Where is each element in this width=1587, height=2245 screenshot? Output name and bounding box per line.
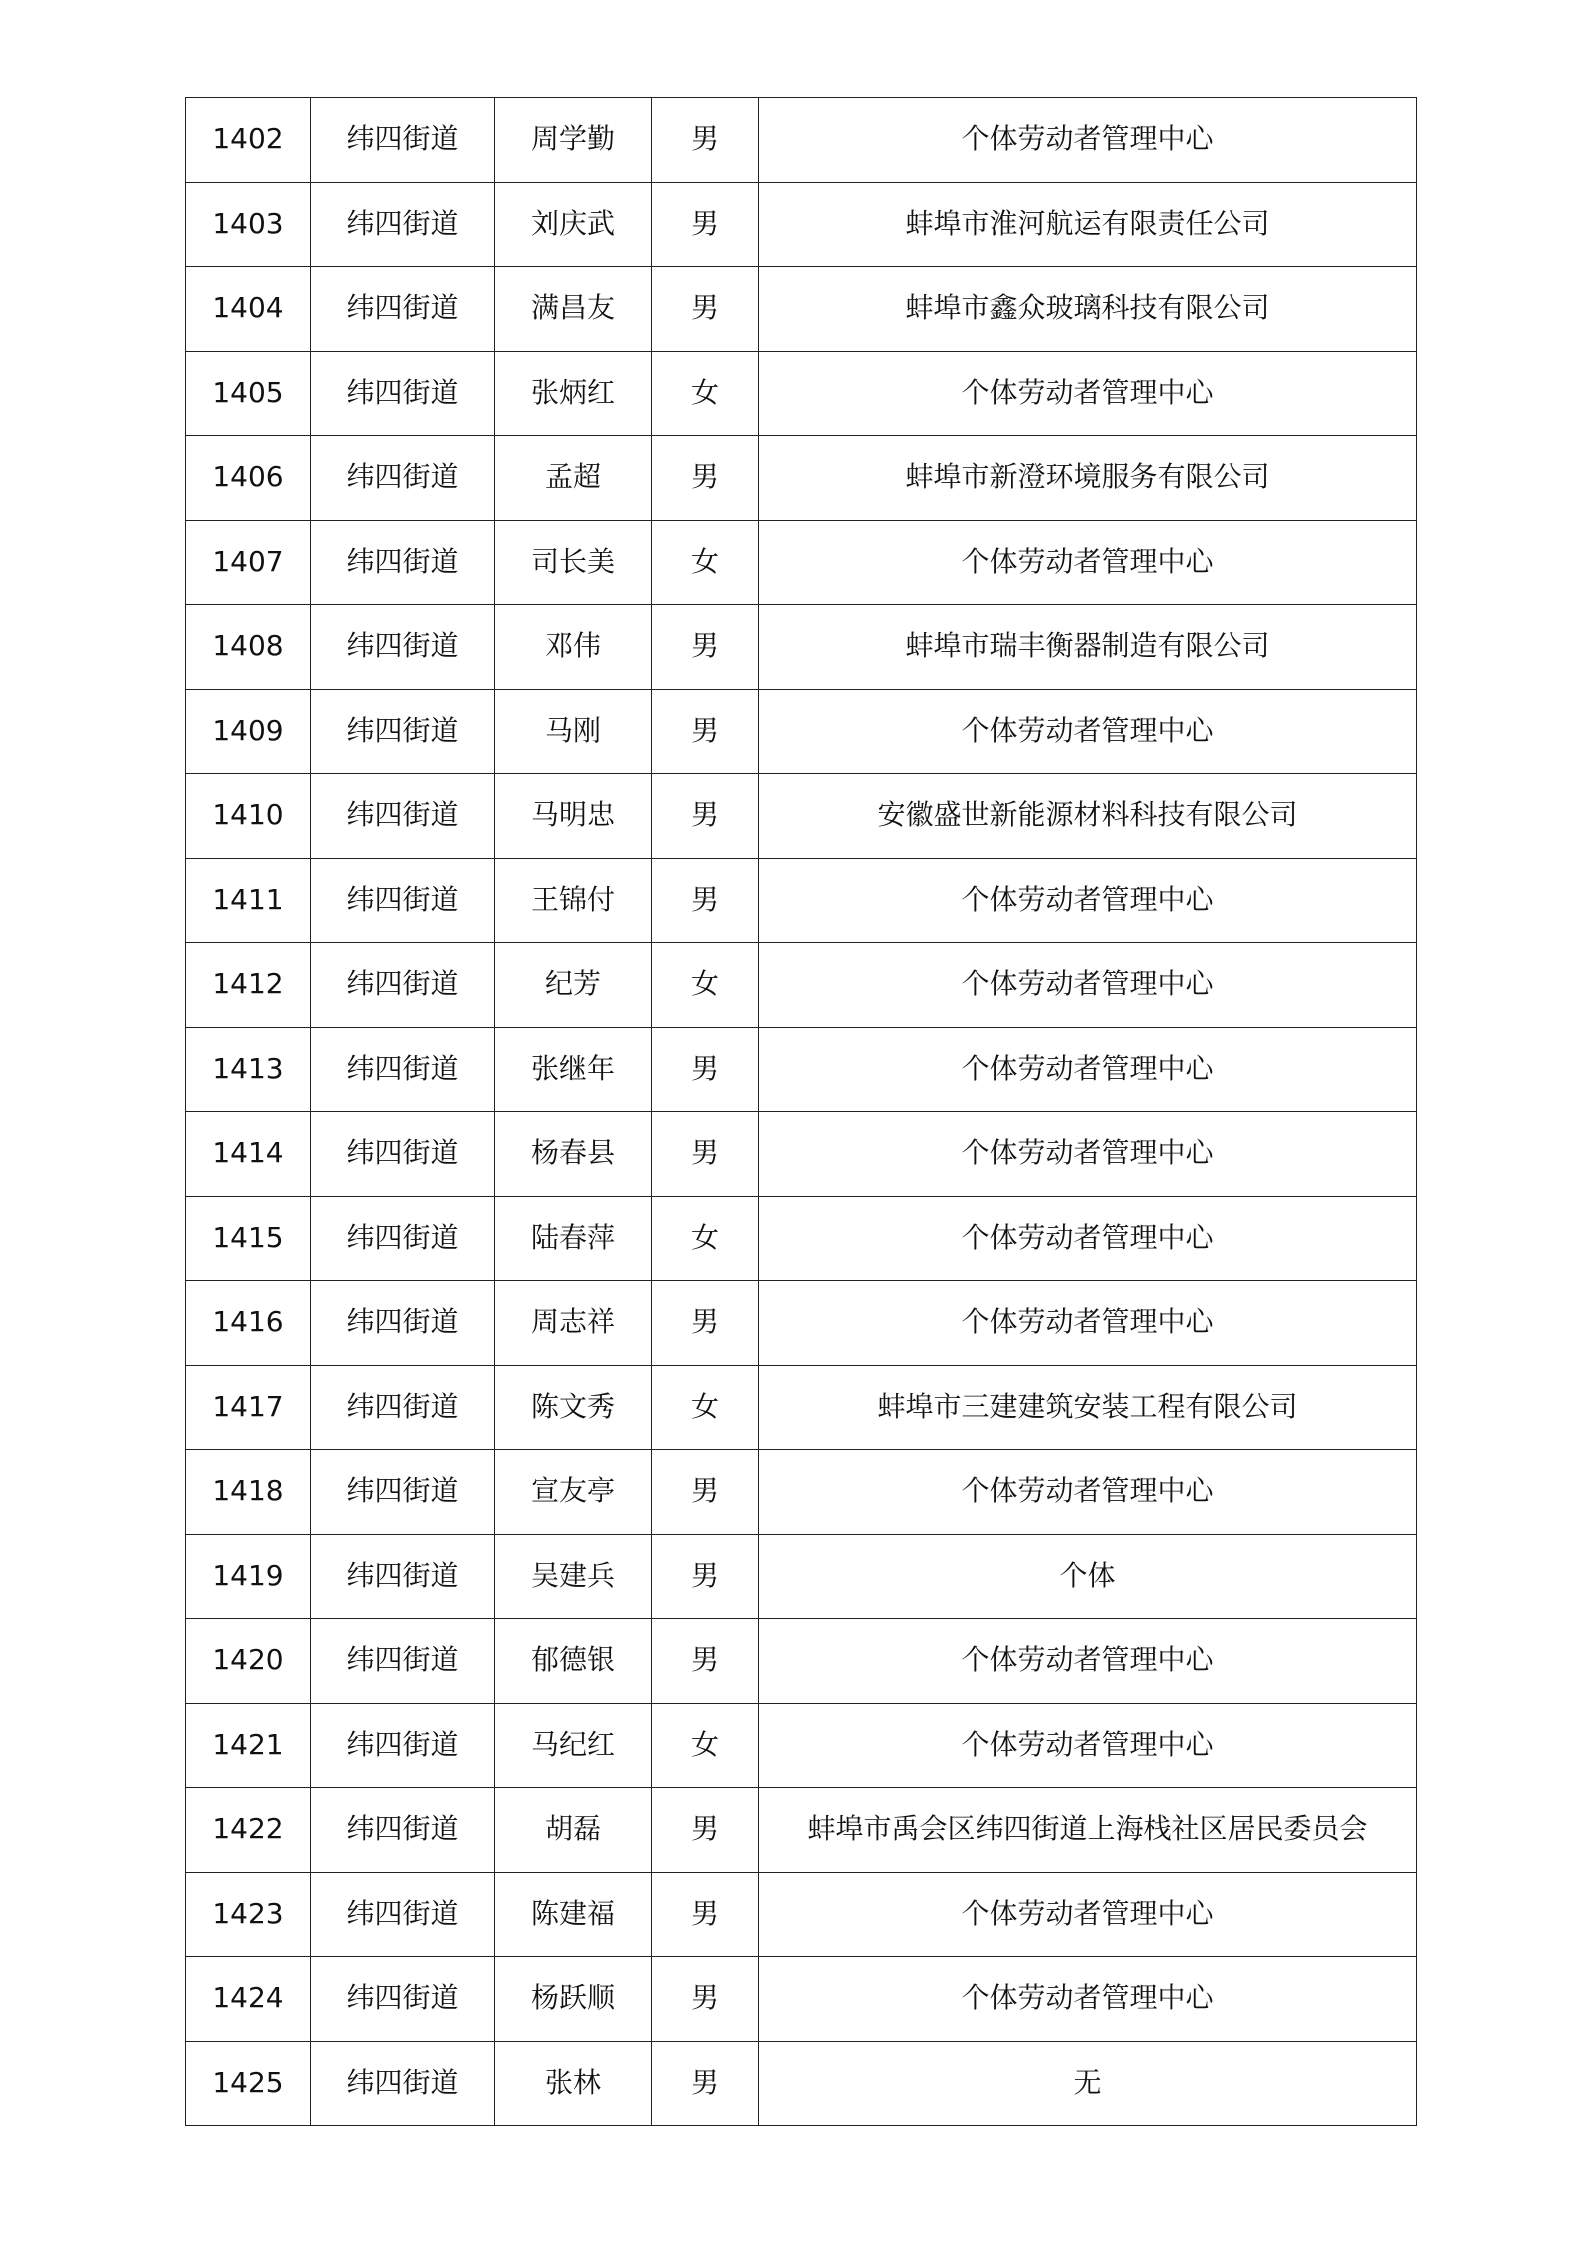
employer-cell: 个体劳动者管理中心 bbox=[759, 1281, 1417, 1366]
row-number-cell: 1420 bbox=[186, 1619, 311, 1704]
name-cell: 王锦付 bbox=[495, 858, 652, 943]
row-number-cell: 1422 bbox=[186, 1788, 311, 1873]
street-cell: 纬四街道 bbox=[311, 605, 495, 690]
employer-cell: 个体劳动者管理中心 bbox=[759, 351, 1417, 436]
table-row bbox=[186, 520, 1417, 605]
row-number-cell: 1425 bbox=[186, 2041, 311, 2126]
employer-cell: 个体劳动者管理中心 bbox=[759, 1619, 1417, 1704]
name-cell: 张炳红 bbox=[495, 351, 652, 436]
employer-cell: 个体劳动者管理中心 bbox=[759, 943, 1417, 1028]
employer-cell: 个体劳动者管理中心 bbox=[759, 1450, 1417, 1535]
row-number-cell: 1407 bbox=[186, 520, 311, 605]
row-number-cell: 1410 bbox=[186, 774, 311, 859]
employer-cell: 个体劳动者管理中心 bbox=[759, 858, 1417, 943]
gender-cell: 女 bbox=[652, 1365, 759, 1450]
name-cell: 杨跃顺 bbox=[495, 1957, 652, 2042]
table-row bbox=[186, 2041, 1417, 2126]
gender-cell: 男 bbox=[652, 774, 759, 859]
row-number-cell: 1424 bbox=[186, 1957, 311, 2042]
gender-cell: 男 bbox=[652, 605, 759, 690]
employer-cell: 个体劳动者管理中心 bbox=[759, 1703, 1417, 1788]
employer-cell: 蚌埠市鑫众玻璃科技有限公司 bbox=[759, 267, 1417, 352]
row-number-cell: 1418 bbox=[186, 1450, 311, 1535]
employer-cell: 个体劳动者管理中心 bbox=[759, 1872, 1417, 1957]
row-number-cell: 1409 bbox=[186, 689, 311, 774]
table-row bbox=[186, 858, 1417, 943]
name-cell: 张林 bbox=[495, 2041, 652, 2126]
gender-cell: 女 bbox=[652, 943, 759, 1028]
table-row bbox=[186, 1619, 1417, 1704]
row-number-cell: 1419 bbox=[186, 1534, 311, 1619]
table-row bbox=[186, 689, 1417, 774]
name-cell: 周学勤 bbox=[495, 98, 652, 183]
gender-cell: 男 bbox=[652, 1534, 759, 1619]
row-number-cell: 1414 bbox=[186, 1112, 311, 1197]
street-cell: 纬四街道 bbox=[311, 436, 495, 521]
gender-cell: 男 bbox=[652, 1450, 759, 1535]
name-cell: 满昌友 bbox=[495, 267, 652, 352]
gender-cell: 男 bbox=[652, 267, 759, 352]
street-cell: 纬四街道 bbox=[311, 1365, 495, 1450]
name-cell: 司长美 bbox=[495, 520, 652, 605]
gender-cell: 女 bbox=[652, 520, 759, 605]
street-cell: 纬四街道 bbox=[311, 1112, 495, 1197]
table-row bbox=[186, 943, 1417, 1028]
table-row bbox=[186, 1027, 1417, 1112]
gender-cell: 女 bbox=[652, 1196, 759, 1281]
table-row bbox=[186, 1281, 1417, 1366]
table-row bbox=[186, 1957, 1417, 2042]
employer-cell: 个体 bbox=[759, 1534, 1417, 1619]
street-cell: 纬四街道 bbox=[311, 1703, 495, 1788]
row-number-cell: 1421 bbox=[186, 1703, 311, 1788]
street-cell: 纬四街道 bbox=[311, 1872, 495, 1957]
employer-cell: 个体劳动者管理中心 bbox=[759, 1027, 1417, 1112]
name-cell: 吴建兵 bbox=[495, 1534, 652, 1619]
gender-cell: 女 bbox=[652, 351, 759, 436]
name-cell: 宣友亭 bbox=[495, 1450, 652, 1535]
table-row bbox=[186, 1450, 1417, 1535]
table-row bbox=[186, 605, 1417, 690]
table-row bbox=[186, 1365, 1417, 1450]
name-cell: 周志祥 bbox=[495, 1281, 652, 1366]
row-number-cell: 1402 bbox=[186, 98, 311, 183]
employer-cell: 蚌埠市淮河航运有限责任公司 bbox=[759, 182, 1417, 267]
row-number-cell: 1403 bbox=[186, 182, 311, 267]
street-cell: 纬四街道 bbox=[311, 1450, 495, 1535]
street-cell: 纬四街道 bbox=[311, 2041, 495, 2126]
employer-cell: 个体劳动者管理中心 bbox=[759, 689, 1417, 774]
employer-cell: 个体劳动者管理中心 bbox=[759, 520, 1417, 605]
employer-cell: 个体劳动者管理中心 bbox=[759, 1112, 1417, 1197]
name-cell: 陈文秀 bbox=[495, 1365, 652, 1450]
street-cell: 纬四街道 bbox=[311, 858, 495, 943]
street-cell: 纬四街道 bbox=[311, 943, 495, 1028]
employer-cell: 无 bbox=[759, 2041, 1417, 2126]
street-cell: 纬四街道 bbox=[311, 98, 495, 183]
street-cell: 纬四街道 bbox=[311, 267, 495, 352]
roster-table-body bbox=[186, 98, 1417, 2126]
street-cell: 纬四街道 bbox=[311, 1534, 495, 1619]
table-row bbox=[186, 182, 1417, 267]
name-cell: 孟超 bbox=[495, 436, 652, 521]
employer-cell: 蚌埠市三建建筑安装工程有限公司 bbox=[759, 1365, 1417, 1450]
table-row bbox=[186, 1196, 1417, 1281]
name-cell: 纪芳 bbox=[495, 943, 652, 1028]
street-cell: 纬四街道 bbox=[311, 1281, 495, 1366]
row-number-cell: 1413 bbox=[186, 1027, 311, 1112]
row-number-cell: 1405 bbox=[186, 351, 311, 436]
gender-cell: 男 bbox=[652, 858, 759, 943]
gender-cell: 男 bbox=[652, 2041, 759, 2126]
roster-table bbox=[185, 97, 1417, 2126]
name-cell: 郁德银 bbox=[495, 1619, 652, 1704]
name-cell: 马刚 bbox=[495, 689, 652, 774]
row-number-cell: 1404 bbox=[186, 267, 311, 352]
table-row bbox=[186, 1872, 1417, 1957]
name-cell: 陆春萍 bbox=[495, 1196, 652, 1281]
name-cell: 胡磊 bbox=[495, 1788, 652, 1873]
name-cell: 张继年 bbox=[495, 1027, 652, 1112]
gender-cell: 男 bbox=[652, 689, 759, 774]
street-cell: 纬四街道 bbox=[311, 1196, 495, 1281]
street-cell: 纬四街道 bbox=[311, 1027, 495, 1112]
row-number-cell: 1417 bbox=[186, 1365, 311, 1450]
table-row bbox=[186, 1788, 1417, 1873]
table-row bbox=[186, 1703, 1417, 1788]
employer-cell: 蚌埠市禹会区纬四街道上海栈社区居民委员会 bbox=[759, 1788, 1417, 1873]
gender-cell: 男 bbox=[652, 98, 759, 183]
name-cell: 杨春县 bbox=[495, 1112, 652, 1197]
name-cell: 刘庆武 bbox=[495, 182, 652, 267]
gender-cell: 男 bbox=[652, 1957, 759, 2042]
row-number-cell: 1423 bbox=[186, 1872, 311, 1957]
row-number-cell: 1411 bbox=[186, 858, 311, 943]
street-cell: 纬四街道 bbox=[311, 689, 495, 774]
street-cell: 纬四街道 bbox=[311, 182, 495, 267]
street-cell: 纬四街道 bbox=[311, 1788, 495, 1873]
table-row bbox=[186, 351, 1417, 436]
name-cell: 马明忠 bbox=[495, 774, 652, 859]
gender-cell: 男 bbox=[652, 1112, 759, 1197]
gender-cell: 男 bbox=[652, 182, 759, 267]
gender-cell: 男 bbox=[652, 1788, 759, 1873]
table-row bbox=[186, 436, 1417, 521]
gender-cell: 男 bbox=[652, 1619, 759, 1704]
street-cell: 纬四街道 bbox=[311, 774, 495, 859]
employer-cell: 个体劳动者管理中心 bbox=[759, 1957, 1417, 2042]
employer-cell: 个体劳动者管理中心 bbox=[759, 98, 1417, 183]
gender-cell: 男 bbox=[652, 1281, 759, 1366]
table-row bbox=[186, 1534, 1417, 1619]
row-number-cell: 1416 bbox=[186, 1281, 311, 1366]
row-number-cell: 1412 bbox=[186, 943, 311, 1028]
street-cell: 纬四街道 bbox=[311, 520, 495, 605]
gender-cell: 男 bbox=[652, 436, 759, 521]
employer-cell: 安徽盛世新能源材料科技有限公司 bbox=[759, 774, 1417, 859]
table-row bbox=[186, 774, 1417, 859]
employer-cell: 个体劳动者管理中心 bbox=[759, 1196, 1417, 1281]
table-row bbox=[186, 267, 1417, 352]
street-cell: 纬四街道 bbox=[311, 1957, 495, 2042]
table-row bbox=[186, 1112, 1417, 1197]
employer-cell: 蚌埠市新澄环境服务有限公司 bbox=[759, 436, 1417, 521]
gender-cell: 女 bbox=[652, 1703, 759, 1788]
gender-cell: 男 bbox=[652, 1872, 759, 1957]
row-number-cell: 1415 bbox=[186, 1196, 311, 1281]
name-cell: 邓伟 bbox=[495, 605, 652, 690]
employer-cell: 蚌埠市瑞丰衡器制造有限公司 bbox=[759, 605, 1417, 690]
street-cell: 纬四街道 bbox=[311, 1619, 495, 1704]
row-number-cell: 1406 bbox=[186, 436, 311, 521]
street-cell: 纬四街道 bbox=[311, 351, 495, 436]
row-number-cell: 1408 bbox=[186, 605, 311, 690]
name-cell: 陈建福 bbox=[495, 1872, 652, 1957]
name-cell: 马纪红 bbox=[495, 1703, 652, 1788]
gender-cell: 男 bbox=[652, 1027, 759, 1112]
table-row bbox=[186, 98, 1417, 183]
